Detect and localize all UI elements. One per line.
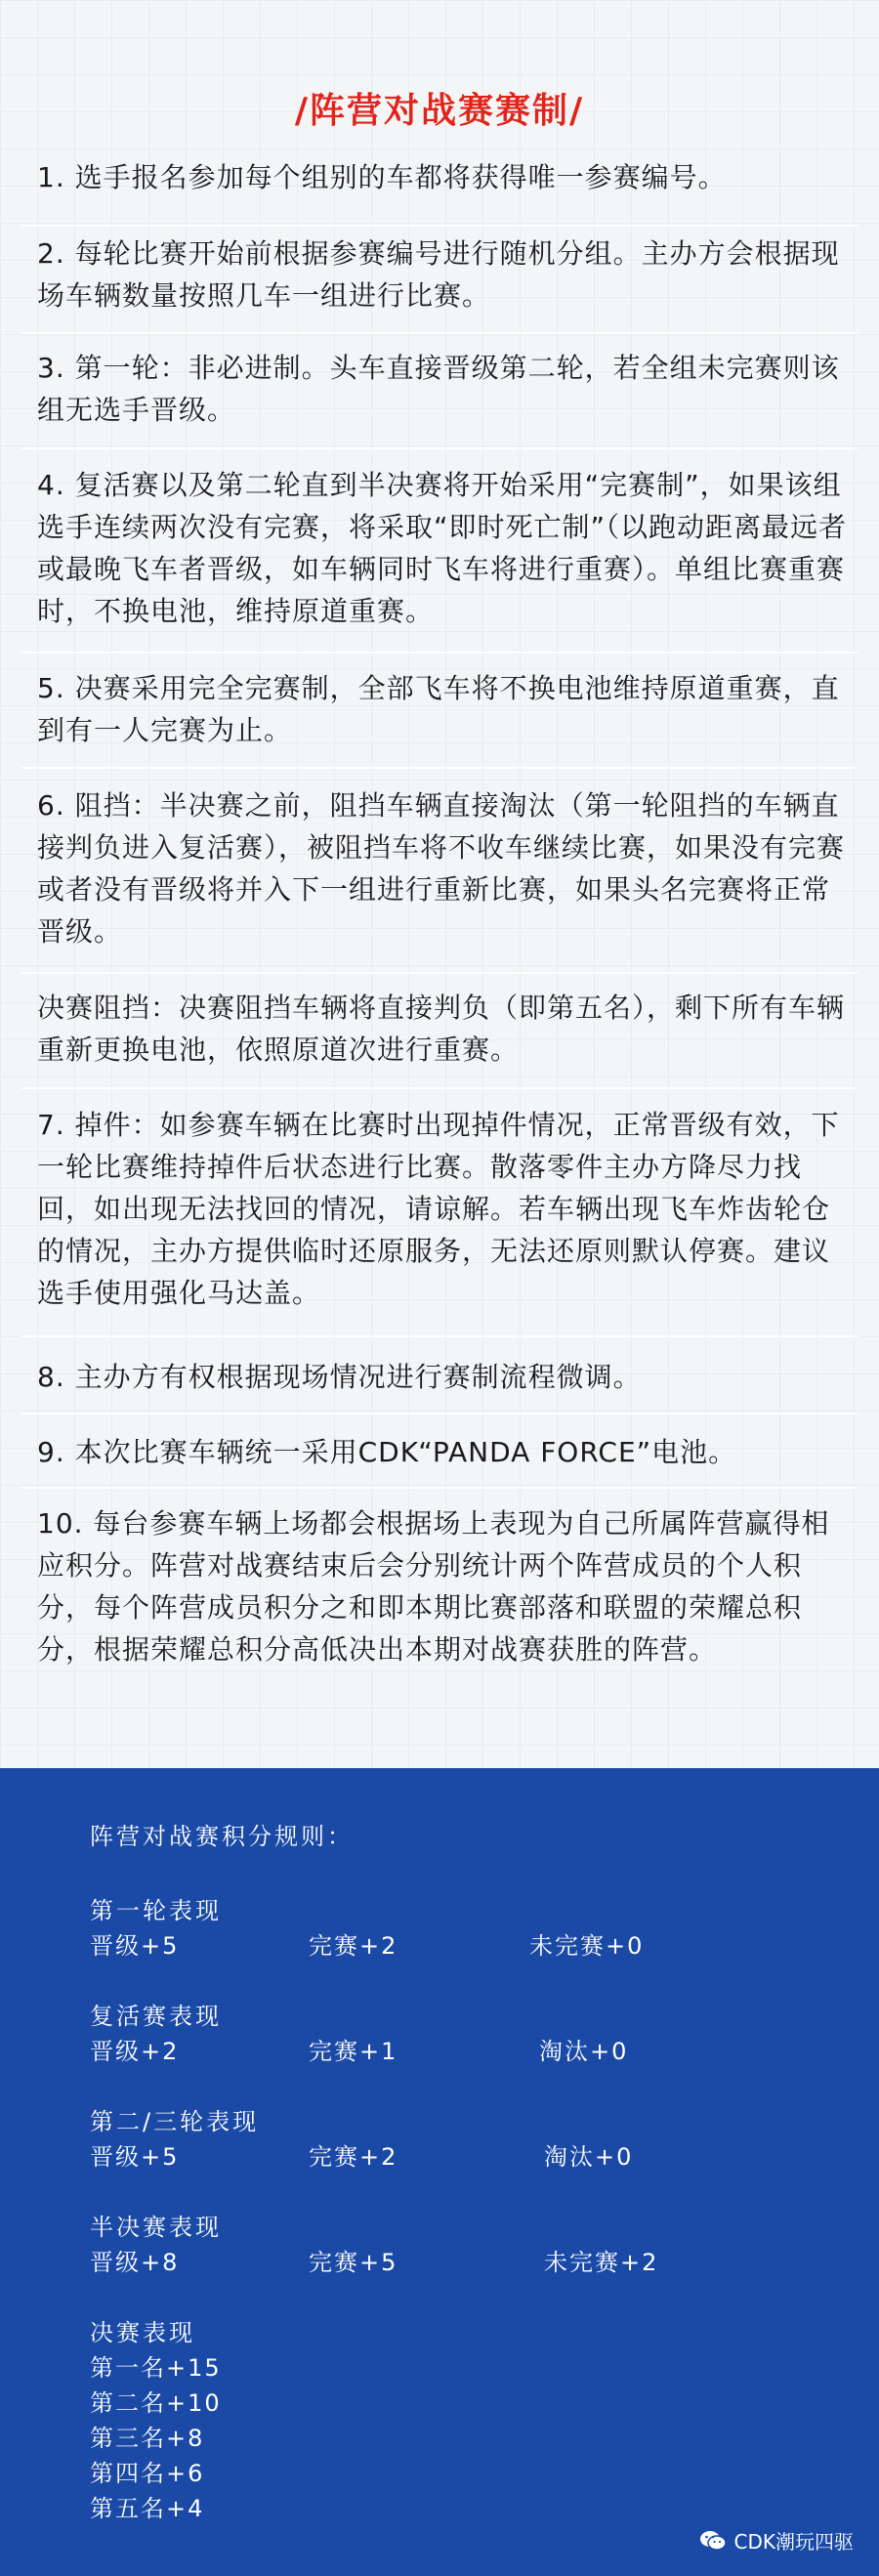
score-advance: 晋级+5 [90,1932,180,1960]
divider [21,972,858,974]
rule-6: 6. 阻挡：半决赛之前，阻挡车辆直接淘汰（第一轮阻挡的车辆直接判负进入复活赛），被阻挡车将不收车继续比赛，如果没有完赛或者没有晋级将并入下一组进行重新比赛，如果头名完赛将正常晋级。 [37,789,846,948]
final-place-3: 第三名+8 [90,2425,205,2452]
divider [21,332,858,334]
divider [21,652,858,654]
divider [21,1487,858,1489]
rule-2: 2. 每轮比赛开始前根据参赛编号进行随机分组。主办方会根据现场车辆数量按照几车一组进行比赛。 [37,237,840,312]
divider [21,225,858,227]
score-advance: 晋级+2 [90,2038,180,2065]
round-name: 复活赛表现 [90,2003,222,2030]
final-place-5: 第五名+4 [90,2495,205,2522]
score-advance: 晋级+8 [90,2249,180,2276]
rule-1: 1. 选手报名参加每个组别的车都将获得唯一参赛编号。 [37,161,727,193]
score-advance: 晋级+5 [90,2143,180,2171]
round-semifinal [90,2210,832,2280]
final-place-1: 第一名+15 [90,2354,222,2382]
page-title: /阵营对战赛赛制/ [294,91,585,132]
round-name: 决赛表现 [90,2319,195,2346]
score-panel [0,1768,879,2576]
score-heading: 阵营对战赛积分规则： [90,1823,354,1850]
divider [21,1335,858,1337]
score-finish: 完赛+2 [309,2143,398,2171]
round-name: 半决赛表现 [90,2214,222,2241]
round-1 [90,1893,832,1964]
round-row [90,2034,832,2069]
round-2-3 [90,2104,832,2175]
score-finish: 完赛+1 [309,2038,398,2065]
divider [21,767,858,769]
round-name: 第一轮表现 [90,1897,222,1924]
score-not-finish: 未完赛+0 [529,1932,645,1960]
score-finish: 完赛+2 [309,1932,398,1960]
round-row [90,2245,832,2280]
rule-7: 7. 掉件：如参赛车辆在比赛时出现掉件情况，正常晋级有效，下一轮比赛维持掉件后状态进行比赛。散落零件主办方降尽力找回，如出现无法找回的情况，请谅解。若车辆出现飞车炸齿轮仓的情况，主办方提供临时还原服务，无法还原则默认停赛。建议选手使用强化马达盖。 [37,1109,840,1309]
rule-9: 9. 本次比赛车辆统一采用CDK“PANDA FORCE”电池。 [37,1436,737,1468]
divider [21,1413,858,1415]
score-eliminated: 淘汰+0 [544,2143,634,2171]
round-revival [90,1999,832,2069]
divider [21,447,858,449]
rule-final-block: 决赛阻挡：决赛阻挡车辆将直接判负（即第五名），剩下所有车辆重新更换电池，依照原道次进行重赛。 [37,992,846,1066]
round-final [90,2315,832,2526]
final-place-2: 第二名+10 [90,2389,222,2417]
rule-10: 10. 每台参赛车辆上场都会根据场上表现为自己所属阵营赢得相应积分。阵营对战赛结束后会分别统计两个阵营成员的个人积分，每个阵营成员积分之和即本期比赛部落和联盟的荣耀总积分，根据荣耀总积分高低决出本期对战赛获胜的阵营。 [37,1507,830,1666]
divider [21,1087,858,1089]
rule-8: 8. 主办方有权根据现场情况进行赛制流程微调。 [37,1361,642,1393]
watermark-text: CDK潮玩四驱 [733,2530,854,2554]
score-eliminated: 淘汰+0 [539,2038,629,2065]
final-place-4: 第四名+6 [90,2460,205,2487]
watermark [699,2526,854,2555]
round-row [90,2139,832,2175]
rule-4: 4. 复活赛以及第二轮直到半决赛将开始采用“完赛制”，如果该组选手连续两次没有完赛，将采取“即时死亡制”（以跑动距离最远者或最晚飞车者晋级，如车辆同时飞车将进行重赛）。单组比赛重赛时，不换电池，维持原道重赛。 [37,469,848,627]
score-finish: 完赛+5 [309,2249,398,2276]
score-not-finish: 未完赛+2 [544,2249,659,2276]
round-name: 第二/三轮表现 [90,2108,260,2135]
rule-5: 5. 决赛采用完全完赛制，全部飞车将不换电池维持原道重赛，直到有一人完赛为止。 [37,672,840,746]
final-places [90,2350,832,2526]
rule-3: 3. 第一轮：非必进制。头车直接晋级第二轮，若全组未完赛则该组无选手晋级。 [37,352,840,426]
round-row [90,1928,832,1964]
wechat-icon [699,2529,727,2553]
